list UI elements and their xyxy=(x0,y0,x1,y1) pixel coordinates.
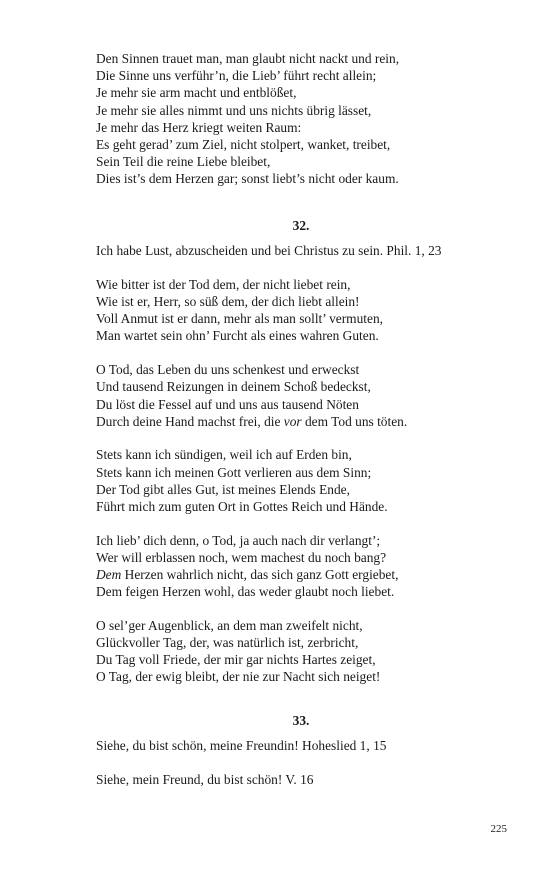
poem-32-stanza-5 xyxy=(96,617,516,686)
verse-line: Wer will erblassen noch, wem machest du noch bang? xyxy=(96,549,387,565)
verse-line: O Tod, das Leben du uns schenkest und erweckst xyxy=(96,362,360,378)
verse-line: Man wartet sein ohn’ Furcht als eines wahren Guten. xyxy=(96,328,379,344)
page-number: 225 xyxy=(490,823,507,835)
verse-line xyxy=(96,413,516,430)
verse-line: Sein Teil die reine Liebe bleibet, xyxy=(96,154,271,170)
poem-32-stanza-4 xyxy=(96,532,516,601)
poem-32-stanza-1 xyxy=(96,276,516,345)
verse-line: Der Tod gibt alles Gut, ist meines Elends Ende, xyxy=(96,481,350,497)
verse-line: Stets kann ich meinen Gott verlieren aus dem Sinn; xyxy=(96,464,372,480)
verse-line: O Tag, der ewig bleibt, der nie zur Nacht sich neiget! xyxy=(96,669,381,685)
verse-line: Du löst die Fessel auf und uns aus tausend Nöten xyxy=(96,396,359,412)
verse-line: Du Tag voll Friede, der mir gar nichts Hartes zeiget, xyxy=(96,652,376,668)
verse-text: Durch deine Hand machst frei, die xyxy=(96,413,284,429)
verse-line: Je mehr sie alles nimmt und uns nichts übrig lässet, xyxy=(96,102,372,118)
verse-line: Die Sinne uns verführ’n, die Lieb’ führt recht allein; xyxy=(96,68,377,84)
verse-line: Je mehr sie arm macht und entblößet, xyxy=(96,85,297,101)
verse-line xyxy=(96,566,516,583)
verse-line: Dies ist’s dem Herzen gar; sonst liebt’s nicht oder kaum. xyxy=(96,171,399,187)
poem-32-stanza-3 xyxy=(96,446,516,515)
verse-line: Glückvoller Tag, der, was natürlich ist, zerbricht, xyxy=(96,635,359,651)
verse-line: Wie ist er, Herr, so süß dem, der dich liebt allein! xyxy=(96,294,360,310)
verse-line: Stets kann ich sündigen, weil ich auf Erden bin, xyxy=(96,447,352,463)
verse-line: Voll Anmut ist er dann, mehr als man sollt’ vermuten, xyxy=(96,311,383,327)
verse-line: Und tausend Reizungen in deinem Schoß bedeckst, xyxy=(96,379,371,395)
poem-number-33: 33. xyxy=(292,713,310,729)
verse-line: Ich lieb’ dich denn, o Tod, ja auch nach dir verlangt’; xyxy=(96,532,381,548)
poem-33-motto-1: Siehe, du bist schön, meine Freundin! Hoheslied 1, 15 xyxy=(96,738,387,754)
verse-line: Führt mich zum guten Ort in Gottes Reich und Hände. xyxy=(96,498,388,514)
verse-line: Wie bitter ist der Tod dem, der nicht liebet rein, xyxy=(96,276,351,292)
verse-text: Herzen wahrlich nicht, das sich ganz Gott ergiebet, xyxy=(121,567,399,583)
emphasis: Dem xyxy=(96,567,122,583)
verse-line: Dem feigen Herzen wohl, das weder glaubt noch liebet. xyxy=(96,584,395,600)
poem-number-32: 32. xyxy=(292,218,310,233)
poem-32-stanza-2 xyxy=(96,361,516,430)
verse-line: Den Sinnen trauet man, man glaubt nicht nackt und rein, xyxy=(96,51,400,66)
page-body xyxy=(96,50,516,788)
emphasis: vor xyxy=(283,413,302,429)
poem-32-motto: Ich habe Lust, abzuscheiden und bei Christus zu sein. Phil. 1, 23 xyxy=(96,243,442,259)
poem-33-motto-2: Siehe, mein Freund, du bist schön! V. 16 xyxy=(96,772,314,788)
verse-line: Es geht gerad’ zum Ziel, nicht stolpert, wanket, treibet, xyxy=(96,136,391,152)
verse-text: dem Tod uns töten. xyxy=(301,413,408,429)
verse-line: O sel’ger Augenblick, an dem man zweifelt nicht, xyxy=(96,617,363,633)
verse-line: Je mehr das Herz kriegt weiten Raum: xyxy=(96,119,302,135)
stanza-top xyxy=(96,50,516,188)
